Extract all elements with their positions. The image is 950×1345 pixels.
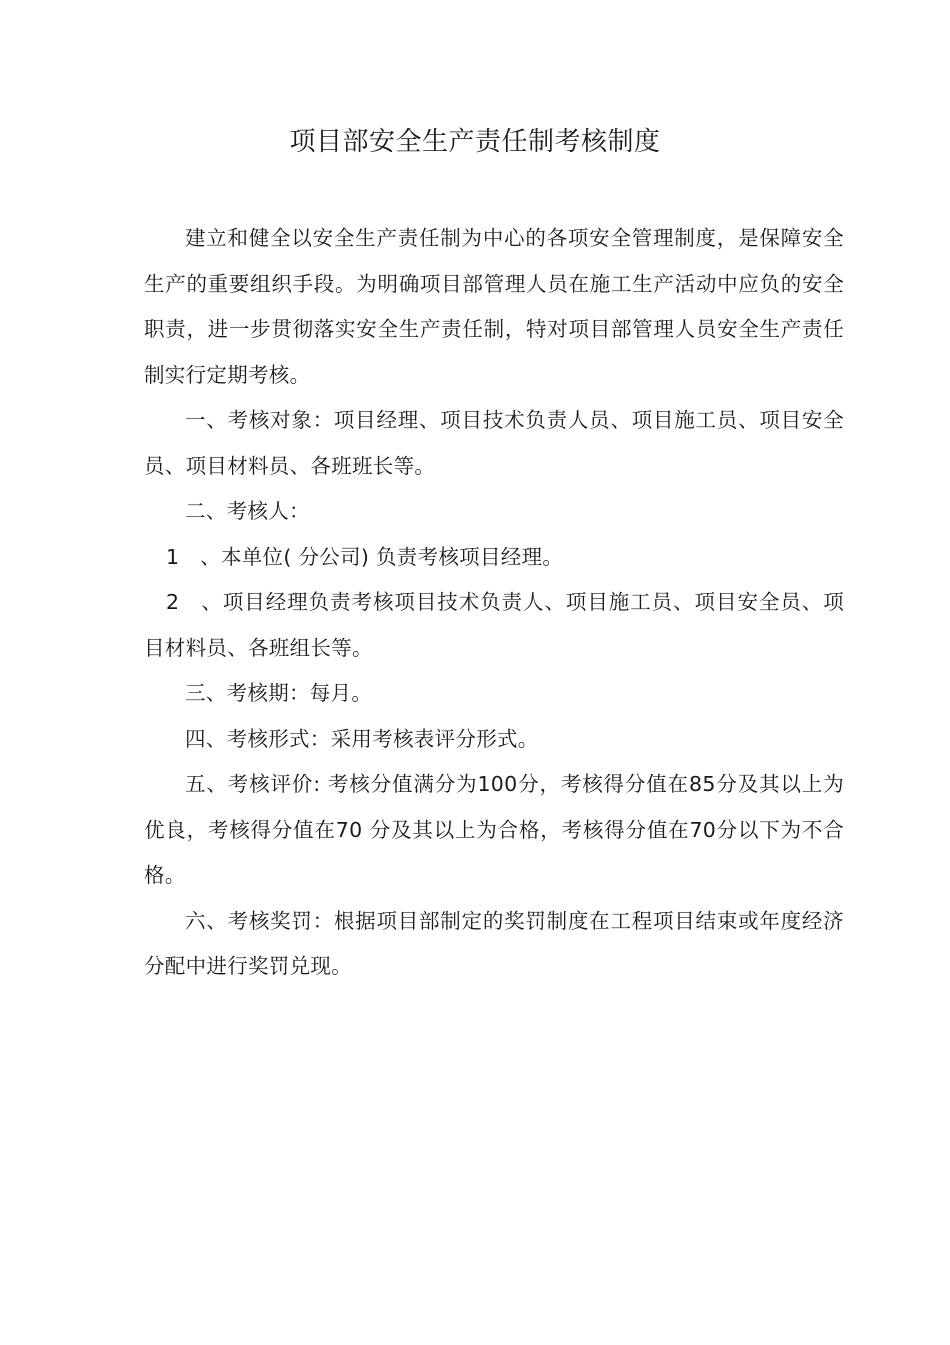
document-body [144, 216, 844, 990]
paragraph-rewards-penalties: 六、考核奖罚：根据项目部制定的奖罚制度在工程项目结束或年度经济分配中进行奖罚兑现。 [144, 908, 844, 978]
paragraph-assessment-period: 三、考核期：每月。 [185, 681, 373, 705]
paragraph-assessment-targets: 一、考核对象：项目经理、项目技术负责人员、项目施工员、项目安全员、项目材料员、各班班长等。 [144, 408, 844, 478]
paragraph-assessor-item-2: 2 、项目经理负责考核项目技术负责人、项目施工员、项目安全员、项目材料员、各班组长等。 [144, 590, 844, 660]
paragraph-assessment-form: 四、考核形式：采用考核表评分形式。 [185, 726, 539, 751]
paragraph-assessors-heading: 二、考核人： [185, 499, 310, 523]
paragraph-intro: 建立和健全以安全生产责任制为中心的各项安全管理制度，是保障安全生产的重要组织手段。为明确项目部管理人员在施工生产活动中应负的安全职责，进一步贯彻落实安全生产责任制，特对项目部管理人员安全生产责任制实行定期考核。 [144, 226, 844, 387]
paragraph-assessment-evaluation: 五、考核评价: 考核分值满分为100分，考核得分值在85分及其以上为优良，考核得分值在70 分及其以上为合格，考核得分值在70分以下为不合格。 [144, 772, 844, 887]
paragraph-assessor-item-1: 1 、本单位( 分公司) 负责考核项目经理。 [166, 544, 564, 569]
document-title: 项目部安全生产责任制考核制度 [289, 127, 661, 157]
